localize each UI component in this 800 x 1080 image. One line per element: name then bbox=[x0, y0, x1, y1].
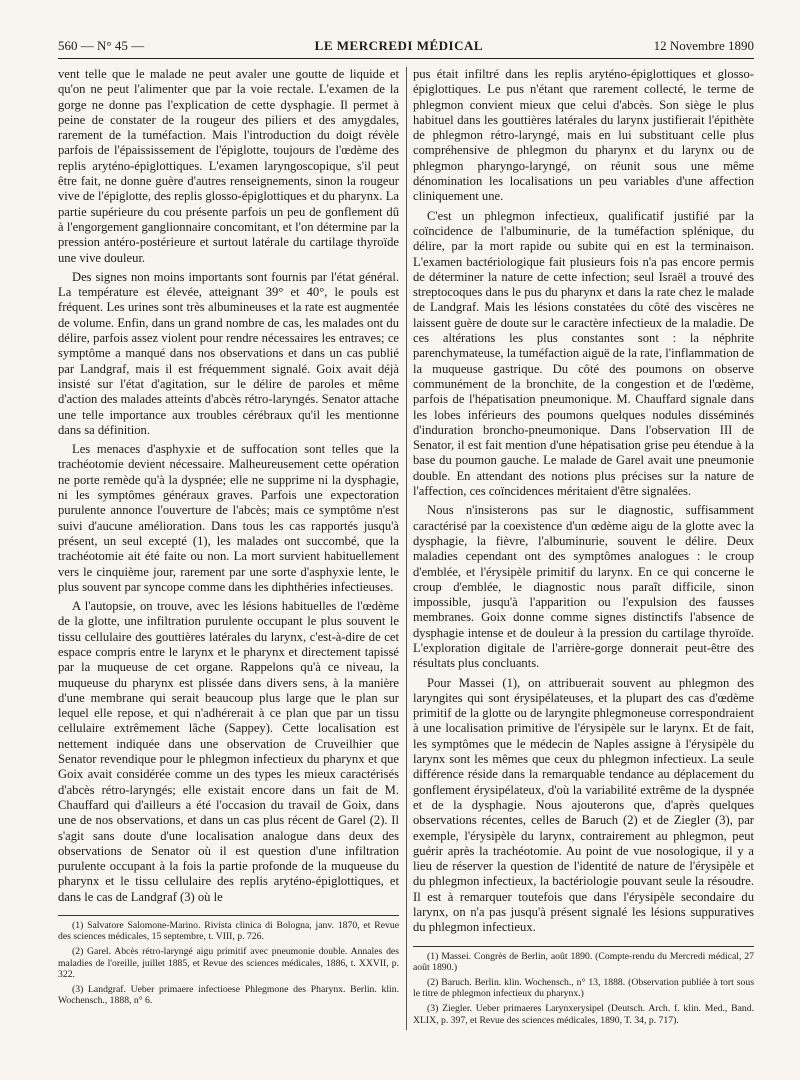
paragraph: Pour Massei (1), on attribuerait souvent au phlegmon des laryngites qui sont érysipélateuses, et la plupart des cas d'œdème primitif de la glotte ou de laryngite phlegmoneuse correspondraient à une localisation primitive de l'érysipèle sur le larynx. Et de fait, les symptômes que le médecin de Naples assigne à l'érysipèle du larynx sont les mêmes que ceux du phlegmon infectieux. La seule différence réside dans la remarquable tendance au déplacement du gonflement érysipélateux, d'où la variabilité extrême de la dyspnée et de la dysphagie. Nous ajouterons que, d'après quelques observations récentes, celles de Baruch (2) et de Ziegler (3), par exemple, l'érysipèle du larynx, contrairement au phlegmon, peut guérir après la trachéotomie. Au point de vue nosologique, il y a lieu de réserver la question de l'identité de nature de l'érysipèle et du phlegmon infectieux, la bactériologie pouvant seule la résoudre. Il est à remarquer toutefois que dans l'érysipèle secondaire du larynx, on n'a pas jusqu'à présent signalé les lésions suppuratives du phlegmon infectieux. bbox=[413, 675, 754, 935]
paragraph: Nous n'insisterons pas sur le diagnostic, suffisamment caractérisé par la coexistence d'un œdème aigu de la glotte avec la dysphagie, la fièvre, l'albuminurie, souvent le délire. Deux maladies cependant ont des symptômes analogues : le croup d'emblée, et l'érysipèle primitif du larynx. En ce qui concerne le croup d'emblée, le diagnostic nous paraît difficile, sinon impossible, jusqu'à l'apparition ou l'expulsion des fausses membranes. Goix donne comme signes distinctifs l'absence de dysphagie intense et de douleur à la pression du cartilage thyroïde. L'exploration digitale de l'arrière-gorge donnerait peut-être des résultats plus concluants. bbox=[413, 503, 754, 671]
paragraph: C'est un phlegmon infectieux, qualificatif justifié par la coïncidence de l'albuminurie, de la tuméfaction splénique, du délire, par la mort rapide ou subite qui en est la terminaison. L'examen bactériologique fait plusieurs fois n'a pas encore permis de déterminer la nature de cette infection; seul Israël a trouvé des streptocoques dans le pus du pharynx et dans la rate chez le malade de Landgraf. Mais les lésions constatées du côté des viscères ne laissent guère de doute sur le caractère infectieux de la maladie. De ces altérations les plus constantes sont : la néphrite parenchymateuse, la tuméfaction aiguë de la rate, l'inflammation de la muqueuse gastrique. Du côté des poumons on observe communément de la bronchite, de la congestion et de l'œdème, parfois de l'hépatisation pneumonique. M. Chauffard signale dans les lobes inférieurs des poumons quelques nodules disséminés d'induration broncho-pneumonique. Dans l'observation III de Senator, il est fait mention d'une hépatisation grise peu étendue à la base du poumon gauche. Le malade de Garel avait une pneumonie double. En attendant des notions plus précises sur la nature de l'affection, ces coïncidences méritaient d'être signalées. bbox=[413, 208, 754, 499]
footnote: (3) Landgraf. Ueber primaere infectioese Phlegmone des Pharynx. Berlin. klin. Wochensch., 1888, n° 6. bbox=[58, 984, 399, 1007]
paragraph: Des signes non moins importants sont fournis par l'état général. La température est élevée, atteignant 39° et 40°, le pouls est fréquent. Les urines sont très albumineuses et la rate est augmentée de volume. Enfin, dans un grand nombre de cas, les malades ont du délire, parfois assez violent pour rendre nécessaires les entraves; ce symptôme a manqué dans nos observations et dans un cas publié par Landgraf, mais il est fréquemment signalé. Goix avait déjà insisté sur l'état d'agitation, sur le délire de paroles et même d'action des malades atteints d'abcès rétro-laryngés. Senator attache une telle importance aux troubles cérébraux qu'il les mentionne dans sa définition. bbox=[58, 269, 399, 437]
column-divider bbox=[406, 67, 407, 1030]
footnote-divider bbox=[413, 946, 754, 947]
footnote: (1) Massei. Congrès de Berlin, août 1890. (Compte-rendu du Mercredi médical, 27 août 1890.) bbox=[413, 950, 754, 973]
page-number-issue: 560 — N° 45 — bbox=[58, 38, 145, 53]
journal-title: LE MERCREDI MÉDICAL bbox=[314, 38, 484, 53]
left-column bbox=[58, 67, 399, 1030]
footnote: (3) Ziegler. Ueber primaeres Larynxerysipel (Deutsch. Arch. f. klin. Med., Band. XLIX, p. 397, et Revue des sciences médicales, 1890, T. 34, p. 717). bbox=[413, 1003, 754, 1026]
paragraph: Les menaces d'asphyxie et de suffocation sont telles que la trachéotomie devient nécessaire. Malheureusement cette opération ne porte remède qu'à la dyspnée; elle ne supprime ni la dysphagie, ni les symptômes généraux graves. Parfois une expectoration purulente annonce l'ouverture de l'abcès; mais ce symptôme n'est suivi d'aucune amélioration. Dans tous les cas rapportés jusqu'à présent, un seul excepté (1), les malades ont succombé, que la trachéotomie ait été faite ou non. La mort survient habituellement vers le cinquième jour, rarement par une sorte d'asphyxie lente, le plus souvent par syncope comme dans les diphthéries infectieuses. bbox=[58, 442, 399, 594]
paragraph: A l'autopsie, on trouve, avec les lésions habituelles de l'œdème de la glotte, une infiltration purulente occupant le plus souvent le tissu cellulaire des gouttières latérales du larynx, c'est-à-dire de cet espace compris entre le larynx et le pharynx et directement tapissé par la muqueuse de cet organe. Rappelons qu'à ce niveau, la muqueuse du pharynx est plissée dans divers sens, à la manière d'une membrane qui serait beaucoup plus large que le plan sur lequel elle repose, et qui n'adhérerait à ce plan que par un tissu cellulaire extrêmement lâche (Sappey). Cette localisation est nettement indiquée dans une observation de Cruveilhier que Senator revendique pour le phlegmon infectieux du pharynx et que Goix avait considérée comme un des types les mieux caractérisés d'abcès rétro-laryngés; elle existait encore dans un fait de M. Chauffard qui d'ailleurs a été l'occasion du travail de Goix, dans une de nos observations, et dans un cas plus récent de Garel (2). Il s'agit sans doute d'une localisation analogue dans deux des observations de Senator où il est question d'une infiltration purulente occupant à la fois la partie profonde de la muqueuse du pharynx et le tissu cellulaire des replis aryténo-épiglottiques, et dans le cas de Landgraf (3) où le bbox=[58, 599, 399, 904]
footnote-divider bbox=[58, 915, 399, 916]
paragraph: pus était infiltré dans les replis aryténo-épiglottiques et glosso-épiglottiques. Le pus n'étant que rarement collecté, le terme de phlegmon convient mieux que celui d'abcès. Son siège le plus habituel dans les gouttières latérales du larynx justifierait l'épithète de phlegmon rétro-laryngé, mais en lui substituant celle plus compréhensive de phlegmon du pharynx et du larynx ou de phlegmon pharyngo-laryngé, on réunit sous une même dénomination les localisations un peu variables d'une affection cliniquement une. bbox=[413, 67, 754, 204]
footnote: (2) Baruch. Berlin. klin. Wochensch., n° 13, 1888. (Observation publiée à tort sous le titre de phlegmon infectieux du pharynx.) bbox=[413, 977, 754, 1000]
right-column bbox=[413, 67, 754, 1030]
running-header bbox=[58, 38, 754, 59]
issue-date: 12 Novembre 1890 bbox=[653, 38, 754, 53]
footnote: (2) Garel. Abcès rétro-laryngé aigu primitif avec pneumonie double. Annales des maladies de l'oreille, juillet 1885, et Revue des sciences médicales, 1886, t. XXVII, p. 322. bbox=[58, 946, 399, 980]
footnote: (1) Salvatore Salomone-Marino. Rivista clinica di Bologna, janv. 1870, et Revue des sciences médicales, 15 septembre, t. VIII, p. 726. bbox=[58, 920, 399, 943]
paragraph: vent telle que le malade ne peut avaler une goutte de liquide et qu'on ne peut l'alimenter que par la voie rectale. L'examen de la gorge ne donne pas l'explication de cette dysphagie. Il permet à peine de constater de la rougeur des piliers et des amygdales, rarement de la tuméfaction. Mais l'introduction du doigt révèle parfois de l'épaississement de l'épiglotte, toujours de l'œdème des replis aryténo-épiglottiques. L'examen laryngoscopique, s'il peut être fait, ne donne guère d'autres renseignements, sinon la rougeur vive de l'épiglotte, des replis glosso-épiglottiques et du pharynx. La partie supérieure du cou présente parfois un peu de gonflement dû à l'engorgement ganglionnaire concomitant, et l'on détermine par la pression antéro-postérieure et surtout latérale du cartilage thyroïde une vive douleur. bbox=[58, 67, 399, 265]
two-column-body bbox=[58, 67, 754, 1030]
